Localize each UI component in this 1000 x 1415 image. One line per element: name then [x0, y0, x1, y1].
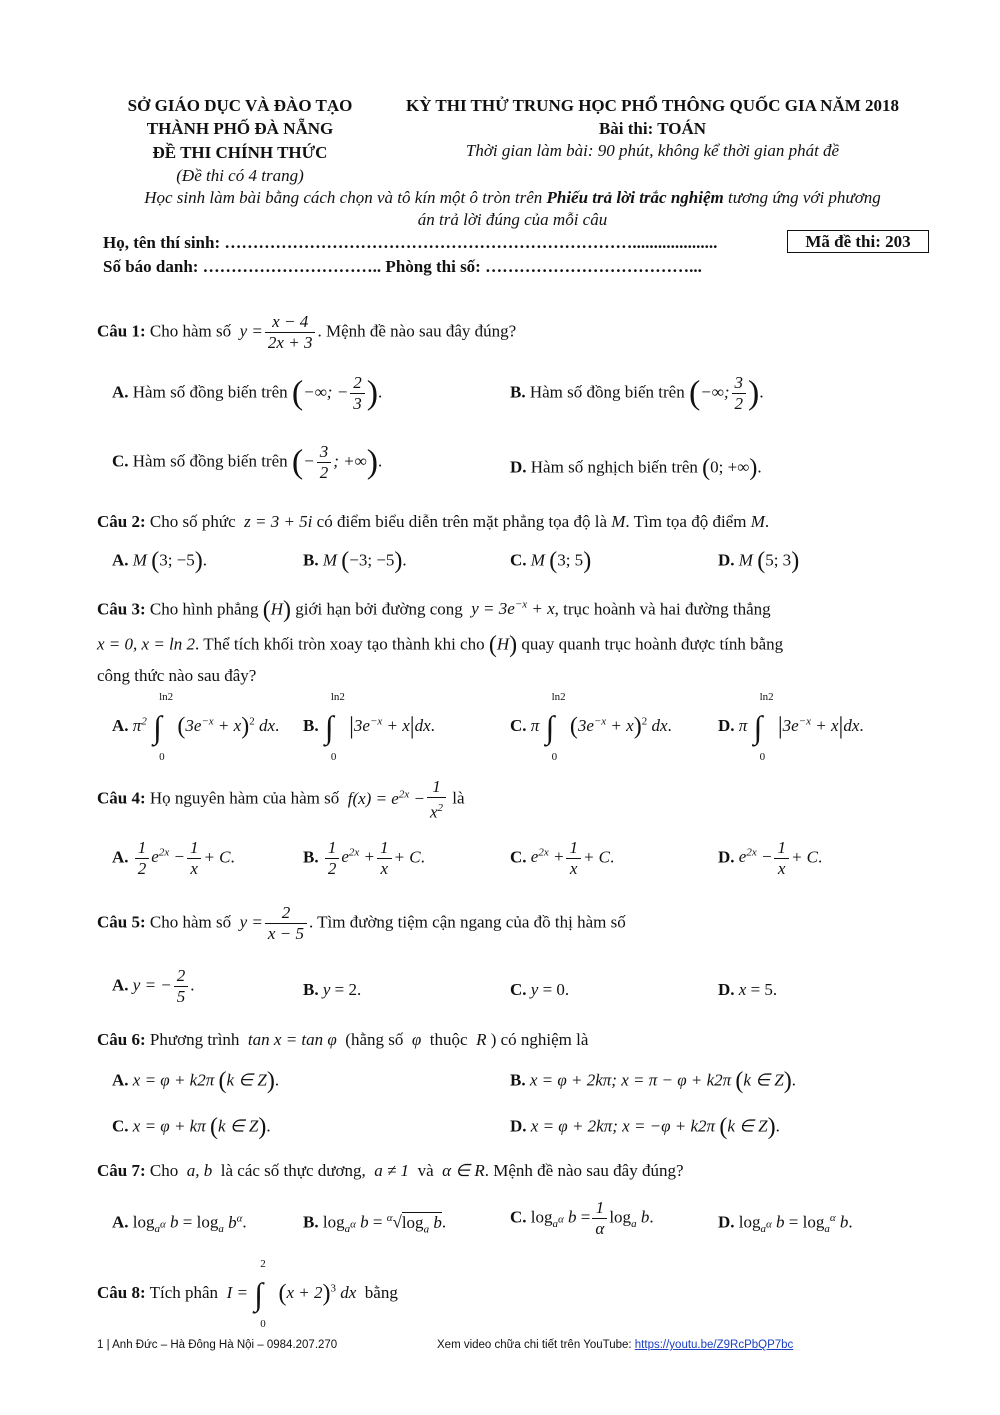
q3-option-c[interactable]: C. π ∫ ln2 0 $(3e^{-x} + x)^2$ dx. — [510, 691, 672, 763]
exam-code: Mã đề thi: 203 — [787, 230, 929, 253]
q6-option-a[interactable]: A. x = φ + k2π (k ∈ Z). — [112, 1068, 280, 1094]
q7-option-a[interactable]: A. $\log_{a^\alpha} b = \log_a b^\alpha$. — [112, 1212, 247, 1236]
q5-option-d[interactable]: D. x = 5. — [718, 980, 778, 999]
q6-option-c[interactable]: C. x = φ + kπ (k ∈ Z). — [112, 1114, 271, 1140]
subject: Bài thi: TOÁN — [598, 119, 707, 138]
name-line: Họ, tên thí sinh: ……………………………………………………………….................... — [103, 233, 718, 252]
q7-option-b[interactable]: B. $\log_{a^\alpha} b = ^\alpha√\log_a$ b. — [303, 1212, 447, 1236]
q3-option-b[interactable]: B. ∫ ln2 0 $|3e^{-x} + x|dx$. — [303, 691, 435, 763]
footer-author: 1 | Anh Đức – Hà Đông Hà Nội – 0984.207.270 — [97, 1339, 338, 1351]
q2-option-b[interactable]: B. M (−3; −5). — [303, 548, 407, 574]
q7-option-d[interactable]: D. $\log_{a^\alpha} b = \log_a^\alpha b$. — [718, 1212, 853, 1236]
q5-option-a[interactable]: A. y = − $\frac{2}{5}$ . — [112, 966, 195, 1006]
q2-option-d[interactable]: D. M (5; 3) — [718, 548, 800, 574]
q6-option-d[interactable]: D. x = φ + 2kπ; x = −φ + k2π (k ∈ Z). — [510, 1114, 780, 1140]
question-3: Câu 3: Cho hình phẳng (H) giới hạn bởi đường cong $y = 3e^{-x} + x$, trục hoành và hai đường thẳng — [97, 597, 771, 623]
q5-option-b[interactable]: B. y = 2. — [303, 980, 362, 999]
id-line: Số báo danh: ………………………….. Phòng thi số: ………………………………... — [103, 257, 702, 276]
q2-option-a[interactable]: A. M (3; −5). — [112, 548, 208, 574]
youtube-link[interactable]: https://youtu.be/Z9RcPbQP7bc — [634, 1339, 794, 1351]
q1-option-b[interactable]: B. Hàm số đồng biến trên (−∞; $\frac{3}{2}$ ). — [510, 373, 764, 413]
q5-option-c[interactable]: C. y = 0. — [510, 980, 570, 999]
q1-option-a[interactable]: A. Hàm số đồng biến trên (−∞; − $\frac{2}{3}$ ). — [112, 373, 383, 413]
q4-option-a[interactable]: A. $\frac{1}{2}$ $e^{2x}$ − $\frac{1}{x}$ + C. — [112, 838, 235, 878]
q1-option-d[interactable]: D. Hàm số nghịch biến trên (0; +∞). — [510, 455, 762, 481]
question-7: Câu 7: Cho a, b là các số thực dương, a ≠ 1 và α ∈ R. Mệnh đề nào sau đây đúng? — [97, 1161, 684, 1180]
q1-option-c[interactable]: C. Hàm số đồng biến trên (− $\frac{3}{2}$ ; +∞). — [112, 442, 383, 482]
city-name: THÀNH PHỐ ĐÀ NẴNG — [146, 119, 334, 138]
question-5: Câu 5: Cho hàm số y = $\frac{2}{x - 5}$ . Tìm đường tiệm cận ngang của đồ thị hàm số — [97, 903, 626, 943]
dept-name: SỞ GIÁO DỤC VÀ ĐÀO TẠO — [127, 96, 353, 115]
time-limit: Thời gian làm bài: 90 phút, không kể thời gian phát đề — [465, 141, 840, 160]
q4-option-b[interactable]: B. $\frac{1}{2}$ $e^{2x}$ + $\frac{1}{x}$ + C. — [303, 838, 425, 878]
question-2: Câu 2: Cho số phức z = 3 + 5i có điểm biểu diễn trên mặt phẳng tọa độ là M. Tìm tọa độ điểm M. — [97, 512, 770, 531]
page-count: (Đề thi có 4 trang) — [176, 166, 304, 185]
q3-option-a[interactable]: A. $\pi^2$ ∫ ln2 0 $(3e^{-x} + x)^2$ dx. — [112, 691, 280, 763]
question-3-line3: công thức nào sau đây? — [97, 666, 257, 685]
q4-option-d[interactable]: D. $e^{2x}$ − $\frac{1}{x}$ + C. — [718, 838, 823, 878]
instructions: Học sinh làm bài bằng cách chọn và tô kín một ô tròn trên Phiếu trả lời trắc nghiệm tương ứng với phương — [144, 188, 881, 207]
instructions-line2: án trả lời đúng của mỗi câu — [417, 210, 608, 229]
q2-option-c[interactable]: C. M (3; 5) — [510, 548, 592, 574]
question-6: Câu 6: Phương trình tan x = tan φ (hằng số φ thuộc R ) có nghiệm là — [97, 1030, 589, 1049]
q6-option-b[interactable]: B. x = φ + 2kπ; x = π − φ + k2π (k ∈ Z). — [510, 1068, 796, 1094]
question-3-line2: x = 0, x = ln 2. Thể tích khối tròn xoay tạo thành khi cho (H) quay quanh trục hoành được tính bằng — [97, 632, 784, 658]
official-label: ĐỀ THI CHÍNH THỨC — [152, 143, 328, 162]
question-8: Câu 8: Tích phân I = ∫ 2 0 $(x + 2)^3$ dx bằng — [97, 1258, 398, 1330]
question-4: Câu 4: Họ nguyên hàm của hàm số $f(x) = e^{2x}$ − $\frac{1}{x^2}$ là — [97, 777, 465, 822]
footer-video: Xem video chữa chi tiết trên YouTube: https://youtu.be/Z9RcPbQP7bc — [437, 1339, 794, 1351]
q3-option-d[interactable]: D. π ∫ ln2 0 $|3e^{-x} + x|dx$. — [718, 691, 864, 763]
question-1: Câu 1: Cho hàm số y = $\frac{x - 4}{2x + 3}$ . Mệnh đề nào sau đây đúng? — [97, 312, 517, 352]
exam-title: KỲ THI THỬ TRUNG HỌC PHỔ THÔNG QUỐC GIA NĂM 2018 — [405, 96, 900, 115]
q7-option-c[interactable]: C. $\log_{a^\alpha} b$ = $\frac{1}{\alpha}$ $\log_a b$. — [510, 1198, 654, 1238]
q4-option-c[interactable]: C. $e^{2x}$ + $\frac{1}{x}$ + C. — [510, 838, 615, 878]
